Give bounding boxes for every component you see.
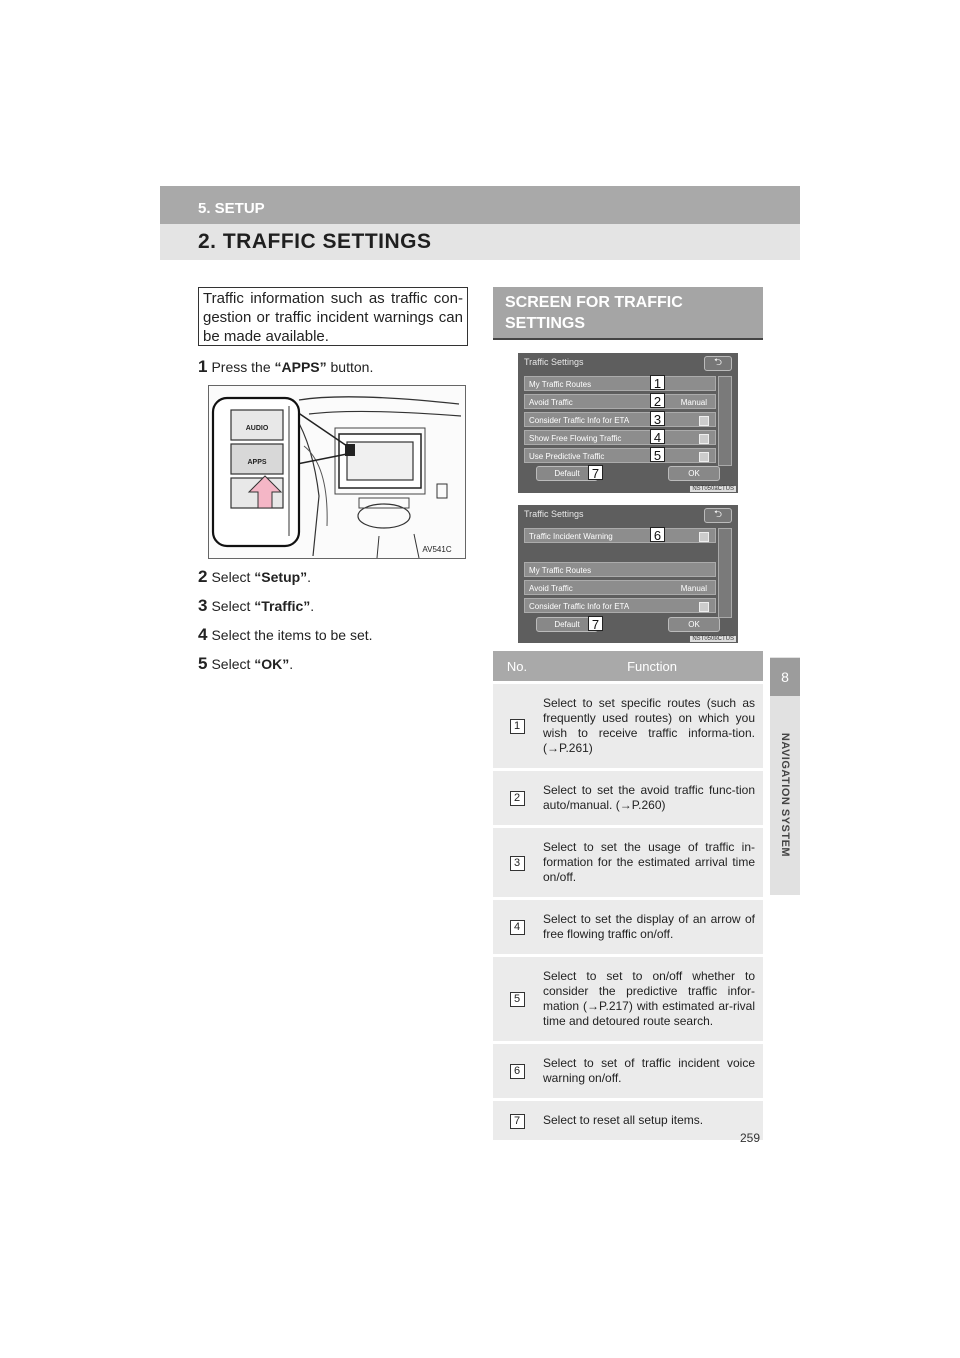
ok-button[interactable]: OK bbox=[668, 617, 720, 632]
row-number: 3 bbox=[510, 856, 525, 871]
setting-row-my-traffic-routes[interactable]: My Traffic Routes bbox=[524, 376, 716, 391]
back-button[interactable]: ⮌ bbox=[704, 508, 732, 523]
step-2 bbox=[198, 567, 311, 587]
step-number: 5 bbox=[198, 654, 208, 673]
callout-1: 1 bbox=[650, 375, 665, 390]
row-function: Select to set to on/off whether to consider the predictive traffic infor-mation (→P.217) with estimated ar-rival time and detoured route search. bbox=[541, 956, 763, 1043]
row-number: 2 bbox=[510, 791, 525, 806]
row-number: 7 bbox=[510, 1114, 525, 1129]
table-row bbox=[493, 1100, 763, 1141]
step-number: 3 bbox=[198, 596, 208, 615]
illustration-code: AV541C bbox=[422, 545, 452, 554]
step-keyword: “Traffic” bbox=[254, 598, 311, 614]
callout-6: 6 bbox=[650, 527, 665, 542]
table-row bbox=[493, 899, 763, 956]
scrollbar[interactable] bbox=[718, 528, 732, 618]
apps-button-illustration bbox=[208, 385, 466, 559]
callout-7: 7 bbox=[588, 616, 603, 631]
row-function: Select to set of traffic incident voice warning on/off. bbox=[541, 1043, 763, 1100]
row-number: 5 bbox=[510, 992, 525, 1007]
row-number: 4 bbox=[510, 920, 525, 935]
function-table bbox=[493, 651, 763, 1140]
setting-row-consider-traffic[interactable]: Consider Traffic Info for ETA bbox=[524, 412, 716, 427]
setting-row-incident-warning[interactable]: Traffic Incident Warning bbox=[524, 528, 716, 543]
scrollbar[interactable] bbox=[718, 376, 732, 466]
step-number: 2 bbox=[198, 567, 208, 586]
setting-row-avoid-traffic[interactable]: Avoid Traffic Manual bbox=[524, 394, 716, 409]
callout-4: 4 bbox=[650, 429, 665, 444]
row-function: Select to set the display of an arrow of free flowing traffic on/off. bbox=[541, 899, 763, 956]
screen-section-heading: SCREEN FOR TRAFFIC SETTINGS bbox=[493, 287, 763, 340]
step-5 bbox=[198, 654, 293, 674]
column-header-no: No. bbox=[493, 651, 541, 683]
chapter-label bbox=[770, 700, 800, 890]
step-keyword: “Setup” bbox=[254, 569, 308, 585]
checkbox[interactable] bbox=[699, 532, 709, 542]
table-row bbox=[493, 1043, 763, 1100]
step-number: 1 bbox=[198, 357, 208, 376]
step-text: Select bbox=[211, 598, 255, 614]
step-text-end: . bbox=[310, 598, 315, 614]
step-number: 4 bbox=[198, 625, 208, 644]
section-label: 5. SETUP bbox=[198, 200, 265, 217]
avoid-value: Manual bbox=[680, 398, 707, 407]
step-1 bbox=[198, 357, 373, 377]
traffic-settings-screen-2 bbox=[518, 505, 738, 643]
screen-code: NST050bCTUS bbox=[692, 636, 734, 642]
ok-button[interactable]: OK bbox=[668, 466, 720, 481]
checkbox[interactable] bbox=[699, 602, 709, 612]
column-header-function: Function bbox=[541, 651, 763, 683]
screen-title: Traffic Settings bbox=[524, 357, 584, 367]
step-text: Select bbox=[211, 656, 255, 672]
step-text: Select the items to be set. bbox=[211, 627, 373, 643]
default-button[interactable]: Default bbox=[536, 466, 598, 481]
setting-row-avoid-traffic[interactable]: Avoid Traffic Manual bbox=[524, 580, 716, 595]
row-function: Select to set the usage of traffic in-formation for the estimated arrival time on/off. bbox=[541, 827, 763, 899]
setting-row-my-traffic-routes[interactable]: My Traffic Routes bbox=[524, 562, 716, 577]
step-text-end: . bbox=[289, 656, 294, 672]
row-function: Select to set specific routes (such as frequently used routes) on which you wish to receive traffic informa-tion. (→P.261) bbox=[541, 683, 763, 770]
row-number: 1 bbox=[510, 719, 525, 734]
step-3 bbox=[198, 596, 314, 616]
default-button[interactable]: Default bbox=[536, 617, 598, 632]
row-function: Select to set the avoid traffic func-tion auto/manual. (→P.260) bbox=[541, 770, 763, 827]
callout-2: 2 bbox=[650, 393, 665, 408]
setting-row-free-flowing[interactable]: Show Free Flowing Traffic bbox=[524, 430, 716, 445]
traffic-settings-screen-1 bbox=[518, 353, 738, 493]
chapter-label-text: NAVIGATION SYSTEM bbox=[779, 732, 791, 858]
setting-row-consider-traffic[interactable]: Consider Traffic Info for ETA bbox=[524, 598, 716, 613]
back-button[interactable]: ⮌ bbox=[704, 356, 732, 371]
step-text: Select bbox=[211, 569, 255, 585]
table-row bbox=[493, 770, 763, 827]
step-keyword: “APPS” bbox=[274, 359, 327, 375]
callout-7: 7 bbox=[588, 465, 603, 480]
intro-box: Traffic information such as traffic con-gestion or traffic incident warnings can be made available. bbox=[198, 287, 468, 346]
audio-label: AUDIO bbox=[245, 425, 269, 432]
step-text: Press the bbox=[211, 359, 275, 375]
row-function: Select to reset all setup items. bbox=[541, 1100, 763, 1141]
screen-code: NST050aCTUS bbox=[692, 486, 734, 492]
page-number: 259 bbox=[740, 1131, 761, 1145]
table-row bbox=[493, 827, 763, 899]
apps-label: APPS bbox=[247, 459, 267, 466]
setting-row-predictive[interactable]: Use Predictive Traffic bbox=[524, 448, 716, 463]
checkbox[interactable] bbox=[699, 434, 709, 444]
checkbox[interactable] bbox=[699, 416, 709, 426]
step-text-end: button. bbox=[326, 359, 374, 375]
screen-title: Traffic Settings bbox=[524, 509, 584, 519]
step-4 bbox=[198, 625, 373, 645]
page-title: 2. TRAFFIC SETTINGS bbox=[198, 230, 432, 253]
chapter-number: 8 bbox=[770, 658, 800, 696]
step-text-end: . bbox=[307, 569, 312, 585]
avoid-value: Manual bbox=[680, 584, 707, 593]
table-row bbox=[493, 683, 763, 770]
row-number: 6 bbox=[510, 1064, 525, 1079]
checkbox[interactable] bbox=[699, 452, 709, 462]
step-keyword: “OK” bbox=[254, 656, 290, 672]
callout-3: 3 bbox=[650, 411, 665, 426]
table-row bbox=[493, 956, 763, 1043]
callout-5: 5 bbox=[650, 447, 665, 462]
